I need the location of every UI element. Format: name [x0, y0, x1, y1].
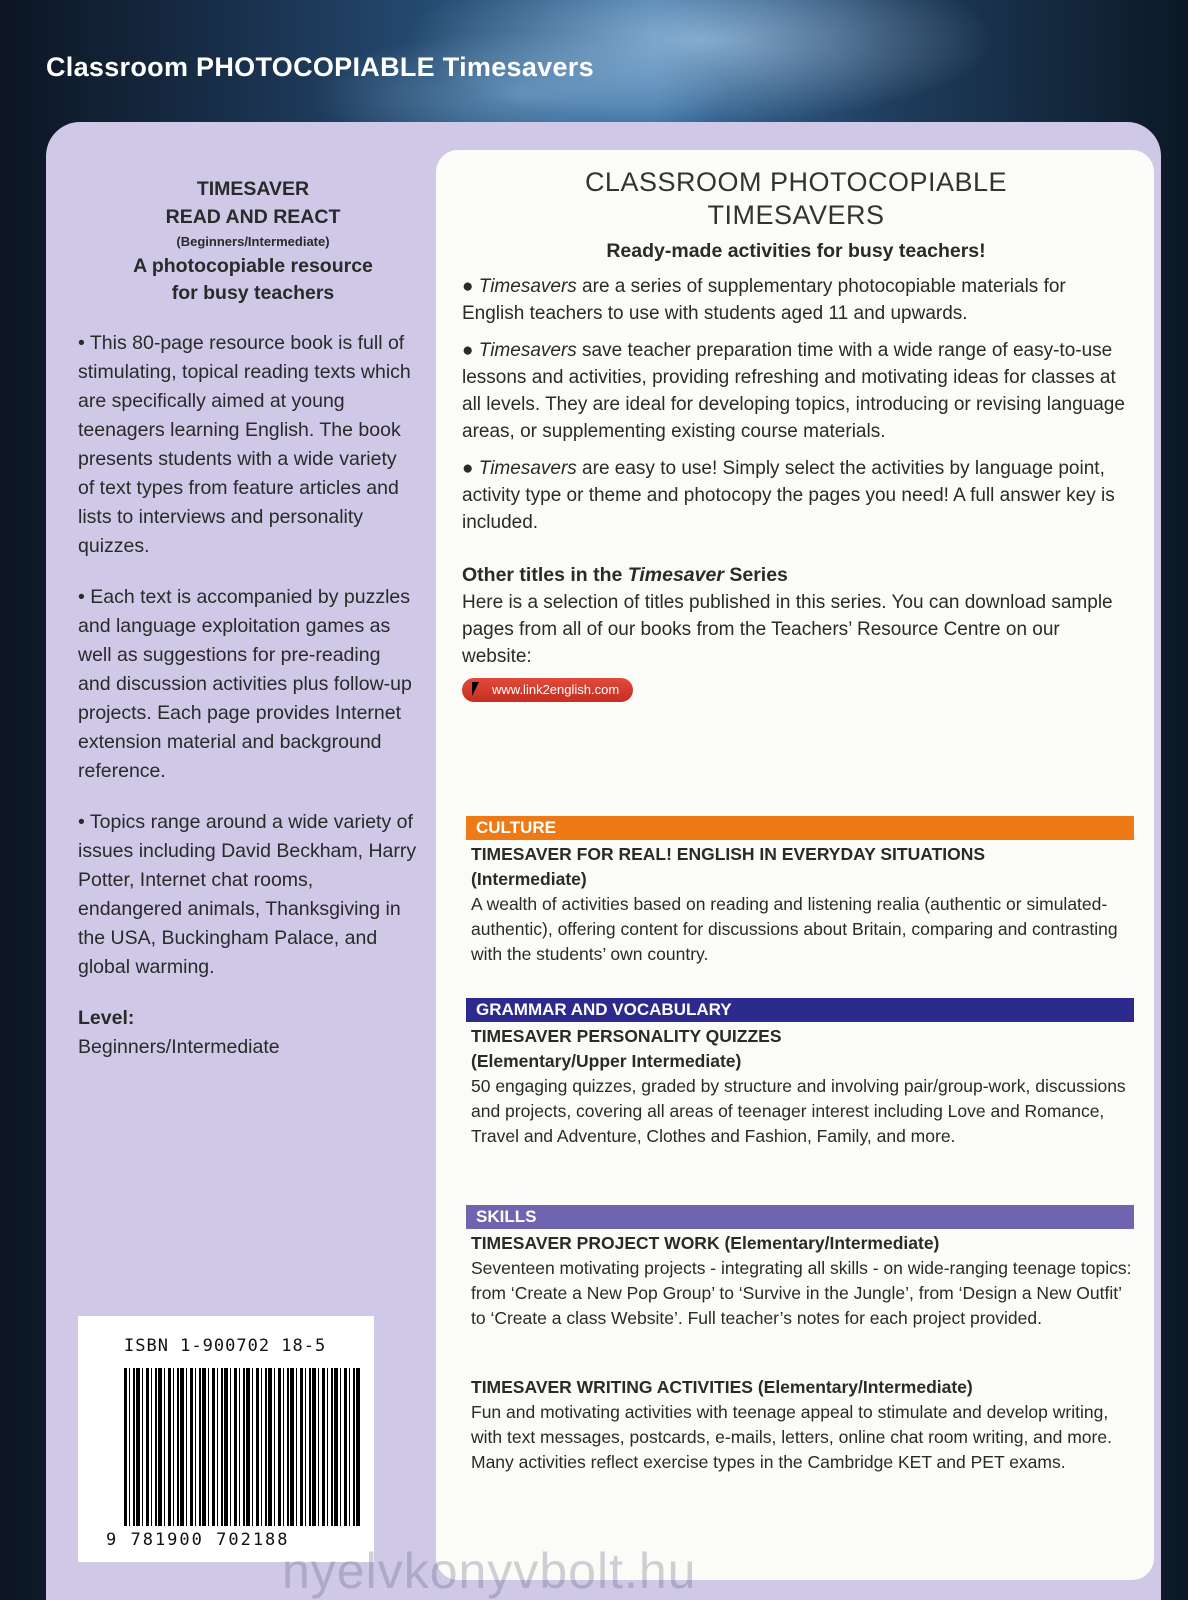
other-titles-heading-pre: Other titles in the	[462, 564, 628, 586]
entry-title-line	[471, 1375, 1139, 1400]
main-content	[462, 166, 1130, 702]
entry-description: A wealth of activities based on reading and listening realia (authentic or simulated-authentic), offering content for discussions about Britain, comparing and contrasting with the students’ own country.	[471, 894, 1118, 964]
bullet-icon: ●	[462, 276, 479, 297]
description-paragraph: • Topics range around a wide variety of issues including David Beckham, Harry Potter, Internet chat rooms, endangered animals, Thanksgiving in the USA, Buckingham Palace, and global warming.	[78, 811, 417, 978]
bullet-icon: ●	[462, 340, 479, 361]
category-grammar-vocabulary: GRAMMAR AND VOCABULARY	[466, 998, 1134, 1022]
barcode-image	[124, 1368, 360, 1526]
bullet-lead: Timesavers	[478, 276, 577, 297]
level-value: Beginners/Intermediate	[78, 1036, 280, 1058]
main-title-line1: CLASSROOM PHOTOCOPIABLE	[584, 167, 1008, 197]
entry-description: 50 engaging quizzes, graded by structure and involving pair/group-work, discussions and projects, covering all areas of teenager interest including Love and Romance, Travel and Adventure, Clothes and Fashion, Family, and more.	[471, 1076, 1126, 1146]
bullet-text: save teacher preparation time with a wide range of easy-to-use lessons and activities, providing refreshing and motivating ideas for classes at all levels. They are ideal for developing topics, introducing or revising language areas, or supplementing existing course materials.	[462, 340, 1125, 442]
watermark-text: nyelvkonyvbolt.hu	[282, 1543, 697, 1599]
book-tagline-line2: for busy teachers	[171, 282, 335, 304]
entry-title: TIMESAVER WRITING ACTIVITIES	[471, 1377, 753, 1397]
entry-title-line	[471, 1231, 1139, 1256]
description-paragraph: • Each text is accompanied by puzzles and language exploitation games as well as suggestions for pre-reading and discussion activities plus follow-up projects. Each page provides Internet extension material and background reference.	[78, 586, 412, 782]
other-titles-heading-em: Timesaver	[627, 564, 724, 586]
title-entry-personality-quizzes	[471, 1024, 1139, 1149]
level-label: Level:	[78, 1007, 135, 1029]
main-title-line2: TIMESAVERS	[707, 200, 885, 230]
title-entry-project-work	[471, 1231, 1139, 1331]
title-entry-for-real	[471, 842, 1139, 967]
entry-title: TIMESAVER PROJECT WORK	[471, 1233, 720, 1253]
category-skills: SKILLS	[466, 1205, 1134, 1229]
entry-title: TIMESAVER FOR REAL! ENGLISH IN EVERYDAY SITUATIONS	[471, 844, 986, 864]
book-tagline-line1: A photocopiable resource	[133, 255, 373, 277]
entry-description: Fun and motivating activities with teenage appeal to stimulate and develop writing, with text messages, postcards, e-mails, letters, online chat room writing, and more. Many activities reflect exercise types in the Cambridge KET and PET exams.	[471, 1402, 1112, 1472]
book-heading	[88, 175, 418, 307]
series-label: TIMESAVER	[196, 178, 310, 200]
pointer-icon	[472, 682, 479, 696]
bullet-icon: ●	[462, 458, 479, 479]
feature-bullet	[462, 337, 1130, 445]
description-paragraph: • This 80-page resource book is full of stimulating, topical reading texts which are specifically aimed at young teenagers learning English. The book presents students with a wide variety of text types from feature articles and lists to interviews and personality quizzes.	[78, 332, 411, 557]
other-titles-heading	[462, 562, 1130, 589]
entry-level: (Elementary/Intermediate)	[719, 1233, 940, 1253]
entry-level: (Elementary/Intermediate)	[752, 1377, 973, 1397]
other-titles-text: Here is a selection of titles published in this series. You can download sample pages from all of our books from the Teachers’ Resource Centre on our website:	[462, 592, 1113, 667]
book-level-tag: (Beginners/Intermediate)	[176, 234, 330, 249]
feature-bullet	[462, 455, 1130, 536]
website-link-text: www.link2english.com	[492, 682, 620, 697]
title-entry-writing-activities	[471, 1375, 1139, 1475]
ean-number: 9 781900 702188	[106, 1530, 290, 1550]
book-title: READ AND REACT	[165, 206, 341, 228]
entry-level: (Intermediate)	[471, 869, 587, 889]
barcode-box	[78, 1316, 374, 1562]
category-culture: CULTURE	[466, 816, 1134, 840]
feature-bullet	[462, 273, 1130, 327]
bullet-lead: Timesavers	[478, 340, 577, 361]
entry-level: (Elementary/Upper Intermediate)	[471, 1051, 742, 1071]
main-subtitle: Ready-made activities for busy teachers!	[606, 240, 986, 262]
other-titles-heading-post: Series	[723, 564, 788, 586]
entry-title: TIMESAVER PERSONALITY QUIZZES	[471, 1026, 782, 1046]
bullet-lead: Timesavers	[478, 458, 577, 479]
left-column	[78, 175, 418, 1062]
cover-header-title: Classroom PHOTOCOPIABLE Timesavers	[46, 52, 594, 82]
website-link-button[interactable]	[462, 678, 633, 702]
bullet-text: are a series of supplementary photocopiable materials for English teachers to use with students aged 11 and upwards.	[462, 276, 1066, 324]
entry-description: Seventeen motivating projects - integrating all skills - on wide-ranging teenage topics: from ‘Create a New Pop Group’ to ‘Survive in the Jungle’, from ‘Design a New Outfit’ to ‘Create a class Website’. Full teacher’s notes for each project provided.	[471, 1258, 1132, 1328]
bullet-text: are easy to use! Simply select the activities by language point, activity type or theme and photocopy the pages you need! A full answer key is included.	[462, 458, 1115, 533]
isbn-text: ISBN 1-900702 18-5	[124, 1336, 327, 1356]
